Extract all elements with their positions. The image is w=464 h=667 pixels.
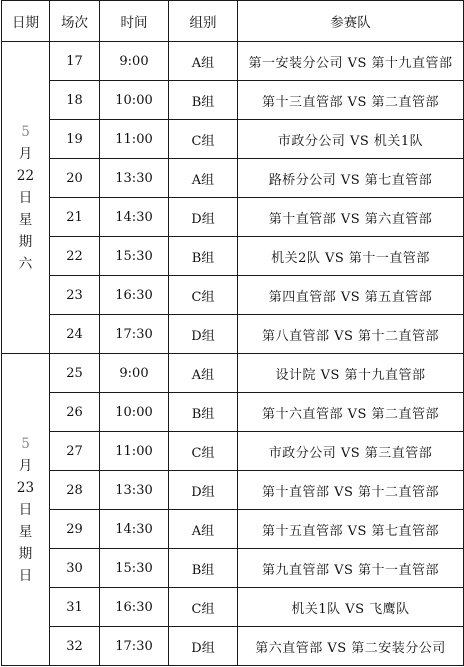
table-row: [2, 393, 464, 432]
match-teams: 第十六直管部 VS 第二直管部: [238, 393, 464, 432]
match-teams: 机关2队 VS 第十一直管部: [238, 237, 464, 276]
match-time: 11:00: [100, 432, 169, 471]
match-group: D组: [169, 627, 238, 666]
table-row: [2, 510, 464, 549]
match-no: 32: [50, 627, 100, 666]
match-time: 15:30: [100, 549, 169, 588]
match-time: 9:00: [100, 42, 169, 81]
date-cell-day2: [2, 354, 50, 666]
match-time: 16:30: [100, 588, 169, 627]
match-group: D组: [169, 198, 238, 237]
match-time: 15:30: [100, 237, 169, 276]
match-no: 27: [50, 432, 100, 471]
match-time: 17:30: [100, 627, 169, 666]
match-group: C组: [169, 120, 238, 159]
match-teams: 第十直管部 VS 第六直管部: [238, 198, 464, 237]
match-no: 31: [50, 588, 100, 627]
date-line: 日: [18, 189, 33, 206]
date-line: 星: [18, 211, 33, 228]
header-group: 组别: [169, 1, 238, 42]
table-row: [2, 42, 464, 81]
date-cell-day1: [2, 42, 50, 354]
match-no: 30: [50, 549, 100, 588]
match-no: 24: [50, 315, 100, 354]
match-time: 14:30: [100, 198, 169, 237]
match-group: C组: [169, 588, 238, 627]
match-group: A组: [169, 42, 238, 81]
match-group: A组: [169, 510, 238, 549]
date-line: 日: [18, 501, 33, 518]
table-row: [2, 627, 464, 666]
match-time: 13:30: [100, 159, 169, 198]
match-teams: 第四直管部 VS 第五直管部: [238, 276, 464, 315]
header-date: 日期: [2, 1, 50, 42]
match-no: 22: [50, 237, 100, 276]
match-group: D组: [169, 471, 238, 510]
header-time: 时间: [100, 1, 169, 42]
match-no: 19: [50, 120, 100, 159]
match-time: 16:30: [100, 276, 169, 315]
match-teams: 路桥分公司 VS 第七直管部: [238, 159, 464, 198]
match-no: 25: [50, 354, 100, 393]
date-line: 月: [18, 145, 33, 162]
match-teams: 市政分公司 VS 第三直管部: [238, 432, 464, 471]
match-group: B组: [169, 393, 238, 432]
table-row: [2, 549, 464, 588]
date-line: 日: [18, 567, 33, 584]
match-teams: 第九直管部 VS 第十一直管部: [238, 549, 464, 588]
match-no: 18: [50, 81, 100, 120]
match-no: 28: [50, 471, 100, 510]
match-no: 23: [50, 276, 100, 315]
match-group: B组: [169, 549, 238, 588]
match-teams: 第十三直管部 VS 第二直管部: [238, 81, 464, 120]
date-line: 5: [21, 123, 30, 140]
date-line: 期: [18, 545, 33, 562]
match-time: 9:00: [100, 354, 169, 393]
match-group: B组: [169, 81, 238, 120]
date-line: 星: [18, 523, 33, 540]
table-row: [2, 198, 464, 237]
match-time: 10:00: [100, 81, 169, 120]
table-row: [2, 81, 464, 120]
match-time: 17:30: [100, 315, 169, 354]
date-line: 六: [18, 255, 33, 272]
date-line: 月: [18, 457, 33, 474]
date-line: 5: [21, 435, 30, 452]
match-group: C组: [169, 276, 238, 315]
match-time: 13:30: [100, 471, 169, 510]
match-teams: 市政分公司 VS 机关1队: [238, 120, 464, 159]
match-time: 14:30: [100, 510, 169, 549]
match-no: 29: [50, 510, 100, 549]
match-teams: 机关1队 VS 飞鹰队: [238, 588, 464, 627]
table-row: [2, 159, 464, 198]
match-no: 17: [50, 42, 100, 81]
match-teams: 第八直管部 VS 第十二直管部: [238, 315, 464, 354]
table-row: [2, 120, 464, 159]
table-row: [2, 432, 464, 471]
table-row: [2, 588, 464, 627]
header-row: [2, 1, 464, 42]
table-row: [2, 471, 464, 510]
match-group: A组: [169, 159, 238, 198]
match-group: D组: [169, 315, 238, 354]
table-row: [2, 354, 464, 393]
table-row: [2, 315, 464, 354]
header-match-no: 场次: [50, 1, 100, 42]
match-teams: 第六直管部 VS 第二安装分公司: [238, 627, 464, 666]
date-line: 期: [18, 233, 33, 250]
match-teams: 第十五直管部 VS 第七直管部: [238, 510, 464, 549]
match-group: B组: [169, 237, 238, 276]
match-time: 11:00: [100, 120, 169, 159]
table-row: [2, 237, 464, 276]
match-schedule-table: [1, 0, 464, 666]
match-no: 20: [50, 159, 100, 198]
table-row: [2, 276, 464, 315]
match-teams: 设计院 VS 第十九直管部: [238, 354, 464, 393]
match-time: 10:00: [100, 393, 169, 432]
match-teams: 第一安装分公司 VS 第十九直管部: [238, 42, 464, 81]
match-group: A组: [169, 354, 238, 393]
header-teams: 参赛队: [238, 1, 464, 42]
match-teams: 第十直管部 VS 第十二直管部: [238, 471, 464, 510]
date-line: 23: [16, 479, 35, 496]
date-line: 22: [16, 167, 35, 184]
match-no: 21: [50, 198, 100, 237]
match-no: 26: [50, 393, 100, 432]
match-group: C组: [169, 432, 238, 471]
